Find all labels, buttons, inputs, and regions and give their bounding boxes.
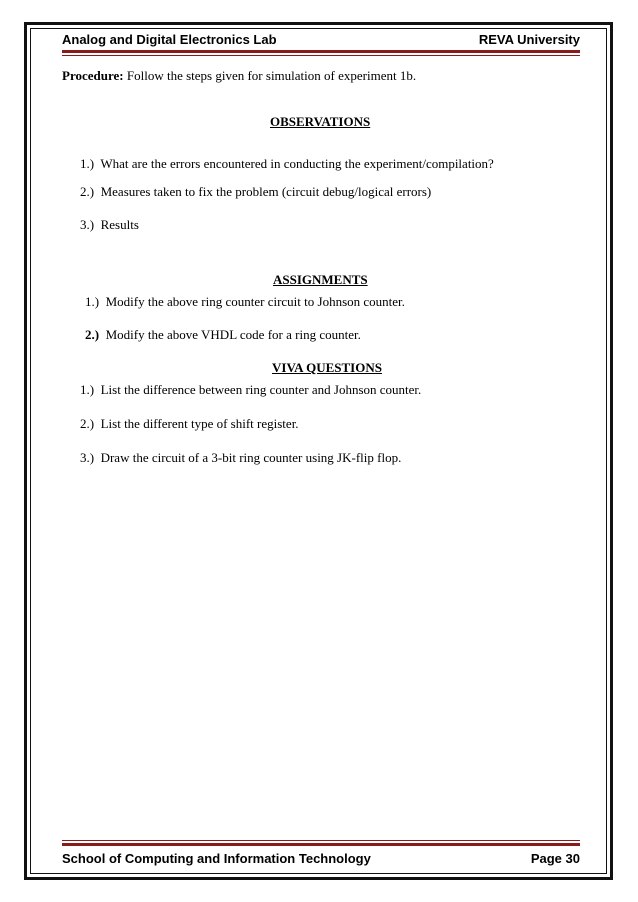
observation-num: 1.): [80, 156, 95, 171]
assignment-num: 2.): [85, 327, 100, 342]
procedure-line: [62, 68, 416, 84]
procedure-text: Follow the steps given for simulation of experiment 1b.: [126, 68, 417, 83]
viva-num: 2.): [80, 416, 95, 431]
observations-heading: OBSERVATIONS: [270, 114, 371, 129]
viva-text: Draw the circuit of a 3-bit ring counter using JK-flip flop.: [100, 450, 402, 465]
viva-num: 3.): [80, 450, 95, 465]
header-course-title: Analog and Digital Electronics Lab: [62, 32, 277, 47]
viva-item: [80, 450, 401, 466]
observation-num: 3.): [80, 217, 95, 232]
assignment-item: [85, 294, 405, 310]
observation-item: [80, 156, 494, 172]
observation-text: What are the errors encountered in conducting the experiment/compilation?: [100, 156, 494, 171]
procedure-label: Procedure:: [62, 68, 124, 83]
viva-num: 1.): [80, 382, 95, 397]
assignments-heading: ASSIGNMENTS: [273, 272, 368, 287]
observation-text: Measures taken to fix the problem (circuit debug/logical errors): [100, 184, 432, 199]
assignment-num: 1.): [85, 294, 100, 309]
viva-heading: VIVA QUESTIONS: [272, 360, 382, 375]
viva-text: List the different type of shift register.: [100, 416, 299, 431]
footer-page-number: Page 30: [530, 851, 580, 866]
assignment-item: [85, 327, 361, 343]
observation-num: 2.): [80, 184, 95, 199]
header-rule-thin: [62, 55, 580, 56]
header-rule: [62, 50, 580, 53]
observation-item: [80, 184, 431, 200]
viva-item: [80, 382, 421, 398]
footer-school: School of Computing and Information Technology: [62, 851, 371, 866]
footer-rule-thin: [62, 840, 580, 841]
observation-item: [80, 217, 139, 233]
footer-rule: [62, 843, 580, 846]
assignment-text: Modify the above ring counter circuit to Johnson counter.: [105, 294, 405, 309]
viva-item: [80, 416, 299, 432]
observation-text: Results: [100, 217, 139, 232]
viva-text: List the difference between ring counter and Johnson counter.: [100, 382, 422, 397]
header-university: REVA University: [478, 32, 580, 47]
assignment-text: Modify the above VHDL code for a ring counter.: [105, 327, 361, 342]
